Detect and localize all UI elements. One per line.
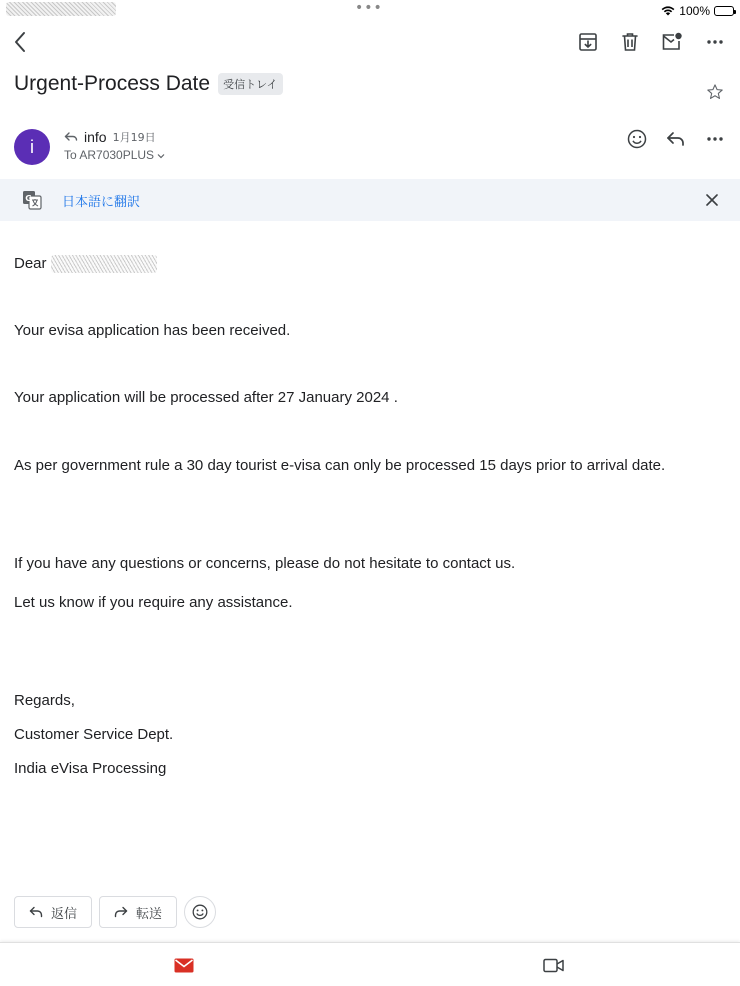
reply-action-label: 返信 (50, 906, 77, 922)
wifi-icon (661, 1, 675, 20)
email-date: 1月19日 (112, 130, 156, 144)
translate-icon (22, 190, 42, 210)
forward-icon (114, 906, 128, 918)
closing-line: Regards, (14, 692, 75, 709)
signature-line-1: Customer Service Dept. (14, 726, 174, 743)
chevron-left-icon (13, 31, 27, 53)
trash-icon (621, 32, 639, 52)
svg-text:G: G (25, 194, 32, 203)
battery-percent: 100% (679, 3, 710, 18)
delete-button[interactable] (616, 28, 644, 56)
multitask-dots[interactable]: ••• (355, 0, 383, 16)
signature-line-2: India eVisa Processing (14, 760, 167, 777)
reply-action-button[interactable] (14, 896, 92, 928)
body-line-5: Let us know if you require any assistance. (14, 594, 293, 611)
more-icon (707, 40, 723, 44)
replied-icon (64, 127, 78, 146)
translate-close-button[interactable] (698, 186, 726, 214)
archive-button[interactable] (574, 28, 602, 56)
emoji-reaction-button[interactable] (623, 125, 651, 153)
sender-avatar[interactable]: i (14, 129, 50, 165)
more-button[interactable] (701, 28, 729, 56)
back-button[interactable] (6, 28, 34, 56)
body-line-4: If you have any questions or concerns, please do not hesitate to contact us. (14, 555, 516, 572)
reply-icon (29, 906, 43, 918)
emoji-action-button[interactable] (184, 896, 216, 928)
status-bar (0, 0, 740, 20)
email-subject: Urgent-Process Date (14, 72, 211, 95)
star-icon (706, 83, 724, 101)
toolbar (0, 26, 740, 58)
forward-action-button[interactable] (99, 896, 177, 928)
translate-bar (0, 179, 740, 221)
bottom-tab-bar (0, 942, 740, 986)
more-icon (707, 137, 723, 141)
message-more-button[interactable] (701, 125, 729, 153)
redacted-name (51, 255, 157, 273)
greeting-line (14, 255, 157, 273)
reply-button[interactable] (662, 125, 690, 153)
reply-icon (666, 131, 686, 147)
body-line-2: Your application will be processed after 27 January 2024 . (14, 389, 398, 406)
archive-icon (578, 32, 598, 52)
mail-icon (174, 958, 194, 973)
body-line-1: Your evisa application has been received. (14, 322, 291, 339)
inbox-label-chip[interactable]: 受信トレイ (218, 73, 282, 95)
body-line-3: As per government rule a 30 day tourist e-visa can only be processed 15 days prior to arrival date. (14, 457, 666, 474)
smiley-icon (192, 904, 208, 920)
tab-mail[interactable] (173, 955, 195, 975)
mark-unread-button[interactable] (658, 28, 686, 56)
subject-row (14, 72, 283, 96)
recipient-details[interactable] (64, 148, 165, 162)
video-icon (543, 958, 565, 973)
sender-name[interactable]: info (84, 128, 107, 145)
recipient-text: To AR7030PLUS (64, 148, 155, 162)
tab-meet[interactable] (543, 955, 565, 975)
redacted-carrier (6, 2, 116, 16)
sender-line (64, 127, 156, 146)
smiley-icon (627, 129, 647, 149)
translate-link[interactable]: 日本語に翻訳 (62, 195, 141, 210)
forward-action-label: 転送 (135, 906, 162, 922)
star-button[interactable] (701, 78, 729, 106)
battery-icon (714, 6, 734, 16)
greeting-text: Dear (14, 255, 47, 272)
mark-unread-icon (661, 32, 683, 52)
chevron-down-icon (157, 148, 165, 162)
close-icon (706, 194, 718, 206)
status-right (661, 1, 734, 20)
